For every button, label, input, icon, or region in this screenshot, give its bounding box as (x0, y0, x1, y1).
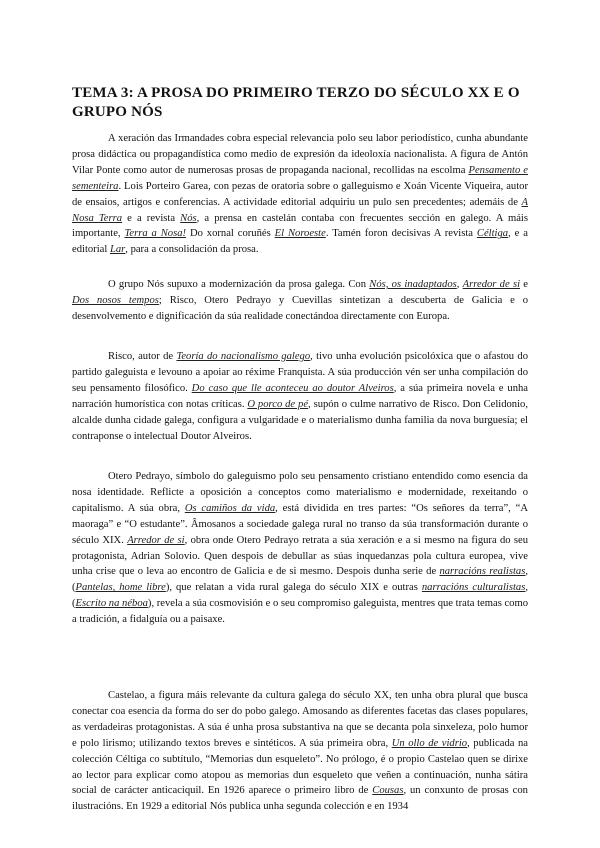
work-reference[interactable]: Arredor de si (462, 279, 521, 290)
work-reference[interactable]: Escrito na néboa (75, 598, 148, 610)
text: , a súa primeira novela e unha narración humorística con notas críticas. (72, 382, 528, 410)
text: ; Risco, Otero Pedrayo y Cuevillas sintetizan a descuberta de Galicia e o desenvolvemento e dignificación da súa realidade conectándoa directamente con Europa. (72, 294, 529, 322)
work-reference[interactable]: Arredor de si (127, 534, 185, 546)
work-reference[interactable]: Os camiños da vida (184, 502, 276, 514)
work-reference[interactable]: narracións realistas (439, 566, 526, 578)
text: A xeración das Irmandades cobra especial relevancia polo seu labor periodístico, cunha abundante prosa didáctica ou propagandística como medio de expresión da ideoloxía nacionalista. A figura de Antón Vilar Ponte como autor de numerosas prosas de propaganda nacional, recollidas na escolma (72, 133, 528, 176)
text: , a prensa en castelán contaba con frecuentes sección en galego. A máis importante, (72, 212, 528, 240)
text: Risco, autor de (108, 351, 177, 362)
text: , tivo unha evolución psicolóxica que o afastou do partido galeguista e levouno a apoiar ao réxime Franquista. A súa producción vén ser unha compilación do seu pensamento filosófico. (72, 351, 528, 394)
work-reference[interactable]: Nós (180, 212, 197, 224)
text: , publicada na colección Céltiga co subtítulo, “Memorias dun esqueleto”. No prólogo, é o propio Castelao quen se dirixe ao lector para explicar como atopou as memorias dun esqueleto que veñen a continuación, nunha sátira social de carácter anticaciquil. En 1926 aparece o primeiro libro de (72, 737, 528, 797)
work-reference[interactable]: Do caso que lle aconteceu ao doutor Alveiros (191, 382, 394, 394)
work-reference[interactable]: Dos nosos tempos (72, 294, 159, 306)
paragraph-castelao (72, 688, 528, 815)
text: ), que relatan a vida rural galega do século XIX e outras (165, 582, 422, 594)
text: Castelao, a figura máis relevante da cultura galega do século XX, ten unha obra plural que busca conectar coa esencia da forma do ser do pobo galego. Amosando as diferentes facetas das clases populares, as verdadeiras protagonistas. A súa é unha prosa substantiva na que se decanta pola sinxeleza, polo humor e polo lirismo; utilizando textos breves e sintéticos. A súa primeira obra, (72, 690, 528, 749)
text: , ( (72, 566, 528, 594)
text: . Lois Porteiro Garea, con pezas de oratoria sobre o galleguismo e Xoán Vicente Viqueira, autor de ensaios, artigos e conferencias. A actividade editorial adquiriu un pulo sen precedentes; ademáis de (72, 180, 528, 208)
text: , un conxunto de prosas con ilustracións. En 1929 a editorial Nós publica unha segunda colección e en 1934 (72, 785, 528, 813)
work-reference[interactable]: Un ollo de vidrio (391, 737, 468, 749)
text: , para a consolidación da prosa. (125, 244, 259, 256)
text: Do xornal coruñés (186, 228, 275, 240)
work-reference[interactable]: A Nosa Terra (72, 196, 528, 224)
work-reference[interactable]: Pantelas, home libre (75, 582, 166, 594)
work-reference[interactable]: O porco de pé (247, 398, 309, 410)
paragraph-irmandades (72, 131, 528, 258)
text: O grupo Nós supuxo a modernización da prosa galega. Con (108, 279, 370, 290)
text: , obra onde Otero Pedrayo retrata a súa xeración e a si mesmo na figura do seu protagonista, Adrian Solovio. Quen despois de debullar as súas inquedanzas pola cultura europea, vive unha crise que o leva ao encontro de Galicia e de si mesmo. Despois dunha serie de (72, 534, 529, 578)
paragraph-risco (72, 349, 528, 444)
text: e a revista (122, 212, 181, 224)
work-reference[interactable]: Céltiga (476, 228, 509, 240)
work-reference[interactable]: El Noroeste (274, 228, 326, 240)
document-title: TEMA 3: A PROSA DO PRIMEIRO TERZO DO SÉCULO XX E O GRUPO NÓS (72, 85, 520, 120)
text: , e a editorial (72, 228, 528, 256)
text: , ( (72, 582, 528, 610)
paragraph-grupo-nos (72, 277, 528, 325)
work-reference[interactable]: Pensamento e sementeira (72, 164, 529, 192)
text: ), revela a súa cosmovisión e o seu compromiso galeguista, mentres que trata temas como a tradición, a fidalguía ou a paisaxe. (72, 598, 529, 626)
text: , (456, 279, 463, 290)
text: , supón o culme narrativo de Risco. Don Celidonio, alcalde dunha cidade galega, configura a vulgaridade e o materialismo dunha familia da nova burguesía; el contraponse o intelectual Doutor Alveiros. (72, 398, 528, 442)
work-reference[interactable]: Cousas (372, 785, 404, 797)
text: e (520, 279, 528, 290)
work-reference[interactable]: Lar (109, 244, 126, 256)
work-reference[interactable]: Nós, os inadaptados (369, 279, 457, 290)
text: , está dividida en tres partes: “Os señores da terra”, “A maoraga” e “O estudante”. Âmosanos a sociedade galega rural no transo da súa transformación durante o século XIX. (72, 502, 528, 546)
text: . Tamén foron decisivas A revista (325, 228, 477, 240)
work-reference[interactable]: Teoría do nacionalismo galego (176, 351, 311, 362)
paragraph-otero-pedrayo (72, 469, 528, 628)
work-reference[interactable]: narracións culturalistas (421, 582, 526, 594)
text: Otero Pedrayo, símbolo do galeguismo polo seu pensamento cristiano entendido como esencia da nosa identidade. Reflicte a oposición a conceptos como materialismo e modernidade, rexeitando o capitalismo. A súa obra, (72, 471, 528, 514)
work-reference[interactable]: Terra a Nosa! (124, 228, 187, 240)
